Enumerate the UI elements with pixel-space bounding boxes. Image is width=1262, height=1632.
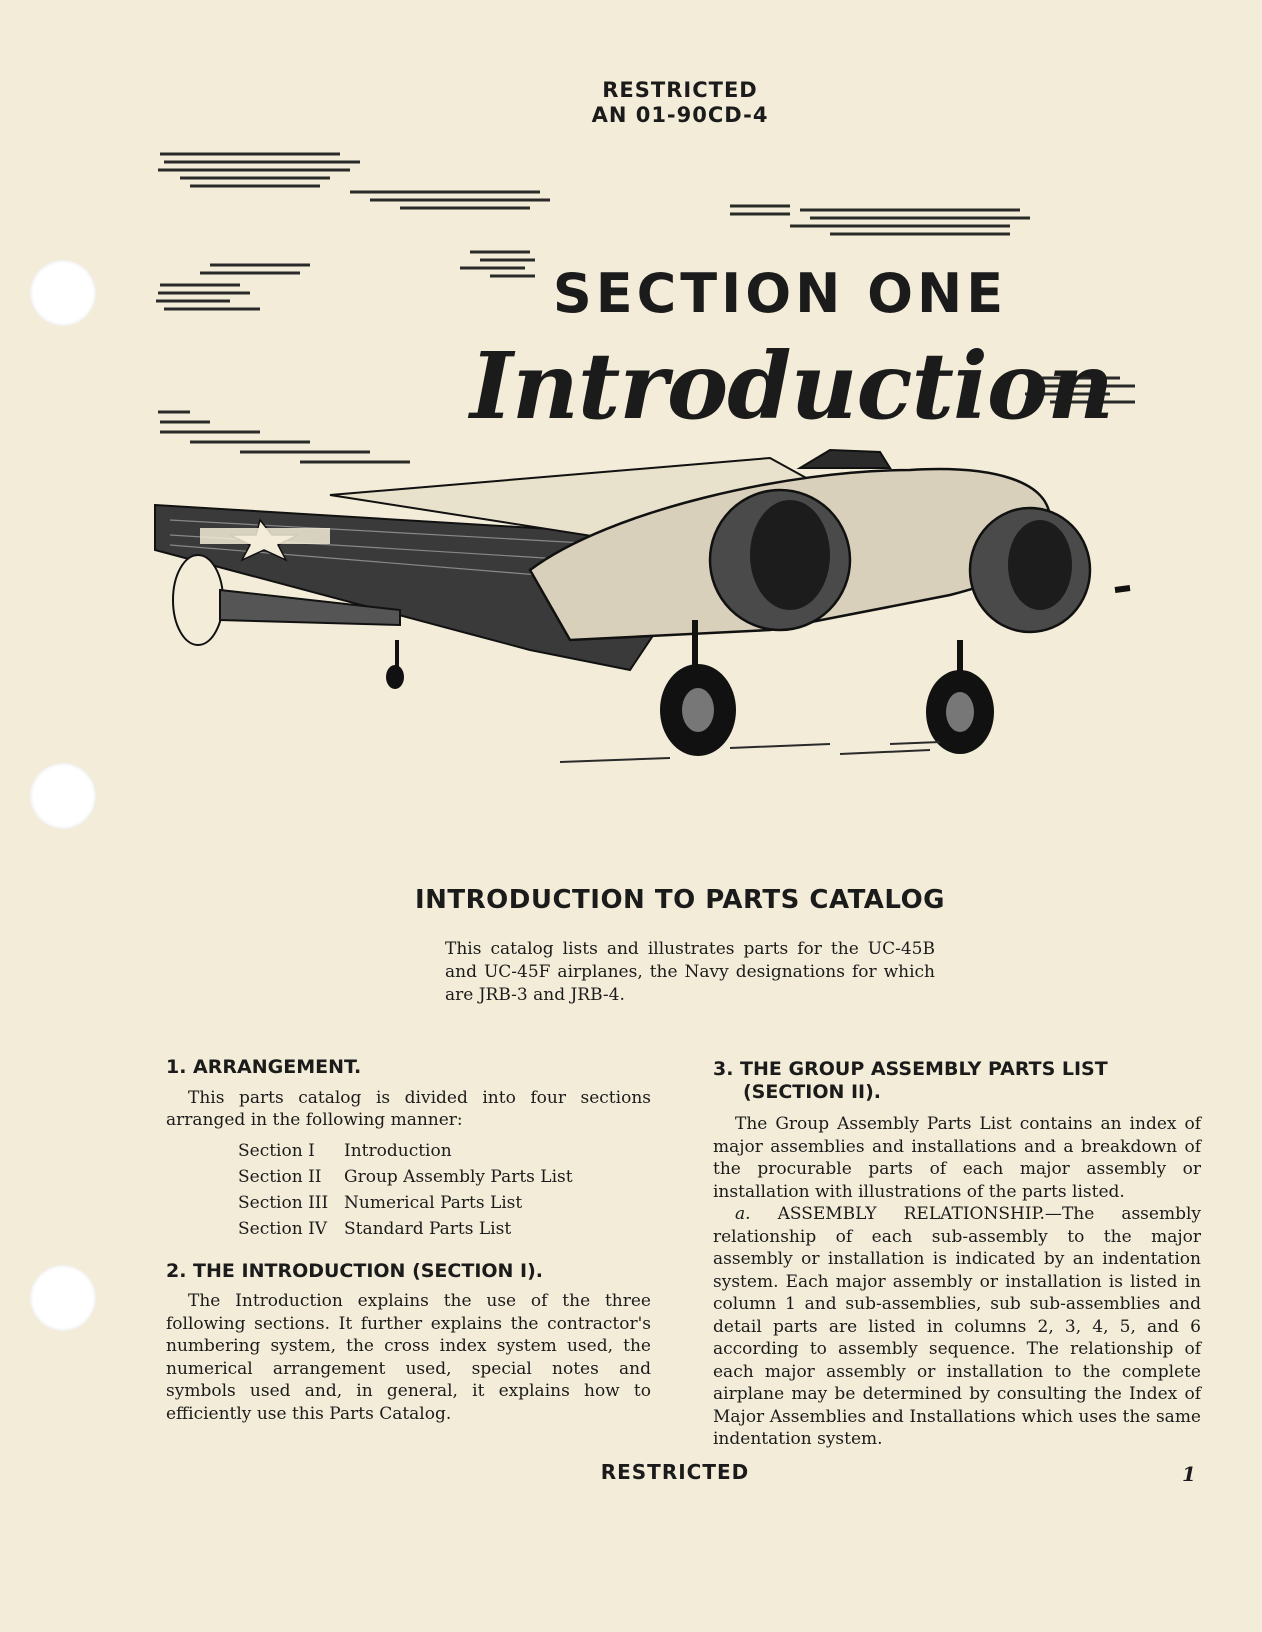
left-column xyxy=(166,1056,651,1425)
group-assembly-heading: 3. THE GROUP ASSEMBLY PARTS LIST xyxy=(713,1058,1108,1080)
group-assembly-heading-line2: (SECTION II). xyxy=(743,1080,882,1103)
punch-hole-bottom xyxy=(30,1265,96,1331)
section-list xyxy=(238,1138,651,1242)
intro-heading: INTRODUCTION TO PARTS CATALOG xyxy=(414,885,946,915)
page-number: 1 xyxy=(1182,1462,1196,1486)
header-classification: RESTRICTED xyxy=(602,78,758,102)
airplane-illustration xyxy=(150,150,1160,800)
right-column xyxy=(713,1058,1201,1451)
list-item: Section III Numerical Parts List xyxy=(238,1192,523,1213)
introduction-heading: 2. THE INTRODUCTION (SECTION I). xyxy=(166,1259,544,1282)
sub-title: ASSEMBLY RELATIONSHIP.— xyxy=(777,1204,1062,1224)
list-item: Section I Introduction xyxy=(238,1140,452,1161)
intro-paragraph: This catalog lists and illustrates parts for the UC-45B and UC-45F airplanes, the Navy designations for which are JRB-3 and JRB-4. xyxy=(445,939,935,1005)
arrangement-paragraph: This parts catalog is divided into four sections arranged in the following manner: xyxy=(166,1087,651,1130)
footer-classification: RESTRICTED xyxy=(600,1460,750,1484)
arrangement-heading: 1. ARRANGEMENT. xyxy=(166,1056,362,1078)
list-item: Section IV Standard Parts List xyxy=(238,1218,512,1239)
list-item: Section II Group Assembly Parts List xyxy=(238,1166,573,1187)
group-assembly-paragraph: The Group Assembly Parts List contains an index of major assemblies and installations and a breakdown of the procurable parts of each major assembly or installation with illustrations of the parts listed. xyxy=(713,1114,1201,1202)
introduction-paragraph: The Introduction explains the use of the three following sections. It further explains the contractor's numbering system, the cross index system used, the numerical arrangement used, special notes and symbols used and, in general, it explains how to efficiently use this Parts Catalog. xyxy=(166,1291,651,1424)
assembly-relationship-paragraph xyxy=(713,1203,1201,1451)
assembly-relationship-text: The assembly relationship of each sub-assembly to the major assembly or installation is indicated by an indentation system. Each major assembly or installation is listed in column 1 and sub-assemblies, sub sub-assemblies and detail parts are listed in columns 2, 3, 4, 5, and 6 according to assembly sequence. The relationship of each major assembly or installation to the complete airplane may be determined by consulting the Index of Major Assemblies and Installations which uses the same indentation system. xyxy=(713,1204,1202,1449)
sub-label: a. xyxy=(735,1204,751,1224)
section-subtitle: Introduction xyxy=(470,332,1114,440)
section-title: SECTION ONE xyxy=(552,262,1008,325)
punch-hole-top xyxy=(30,260,96,326)
header-doc-number: AN 01-90CD-4 xyxy=(591,103,769,127)
punch-hole-middle xyxy=(30,763,96,829)
